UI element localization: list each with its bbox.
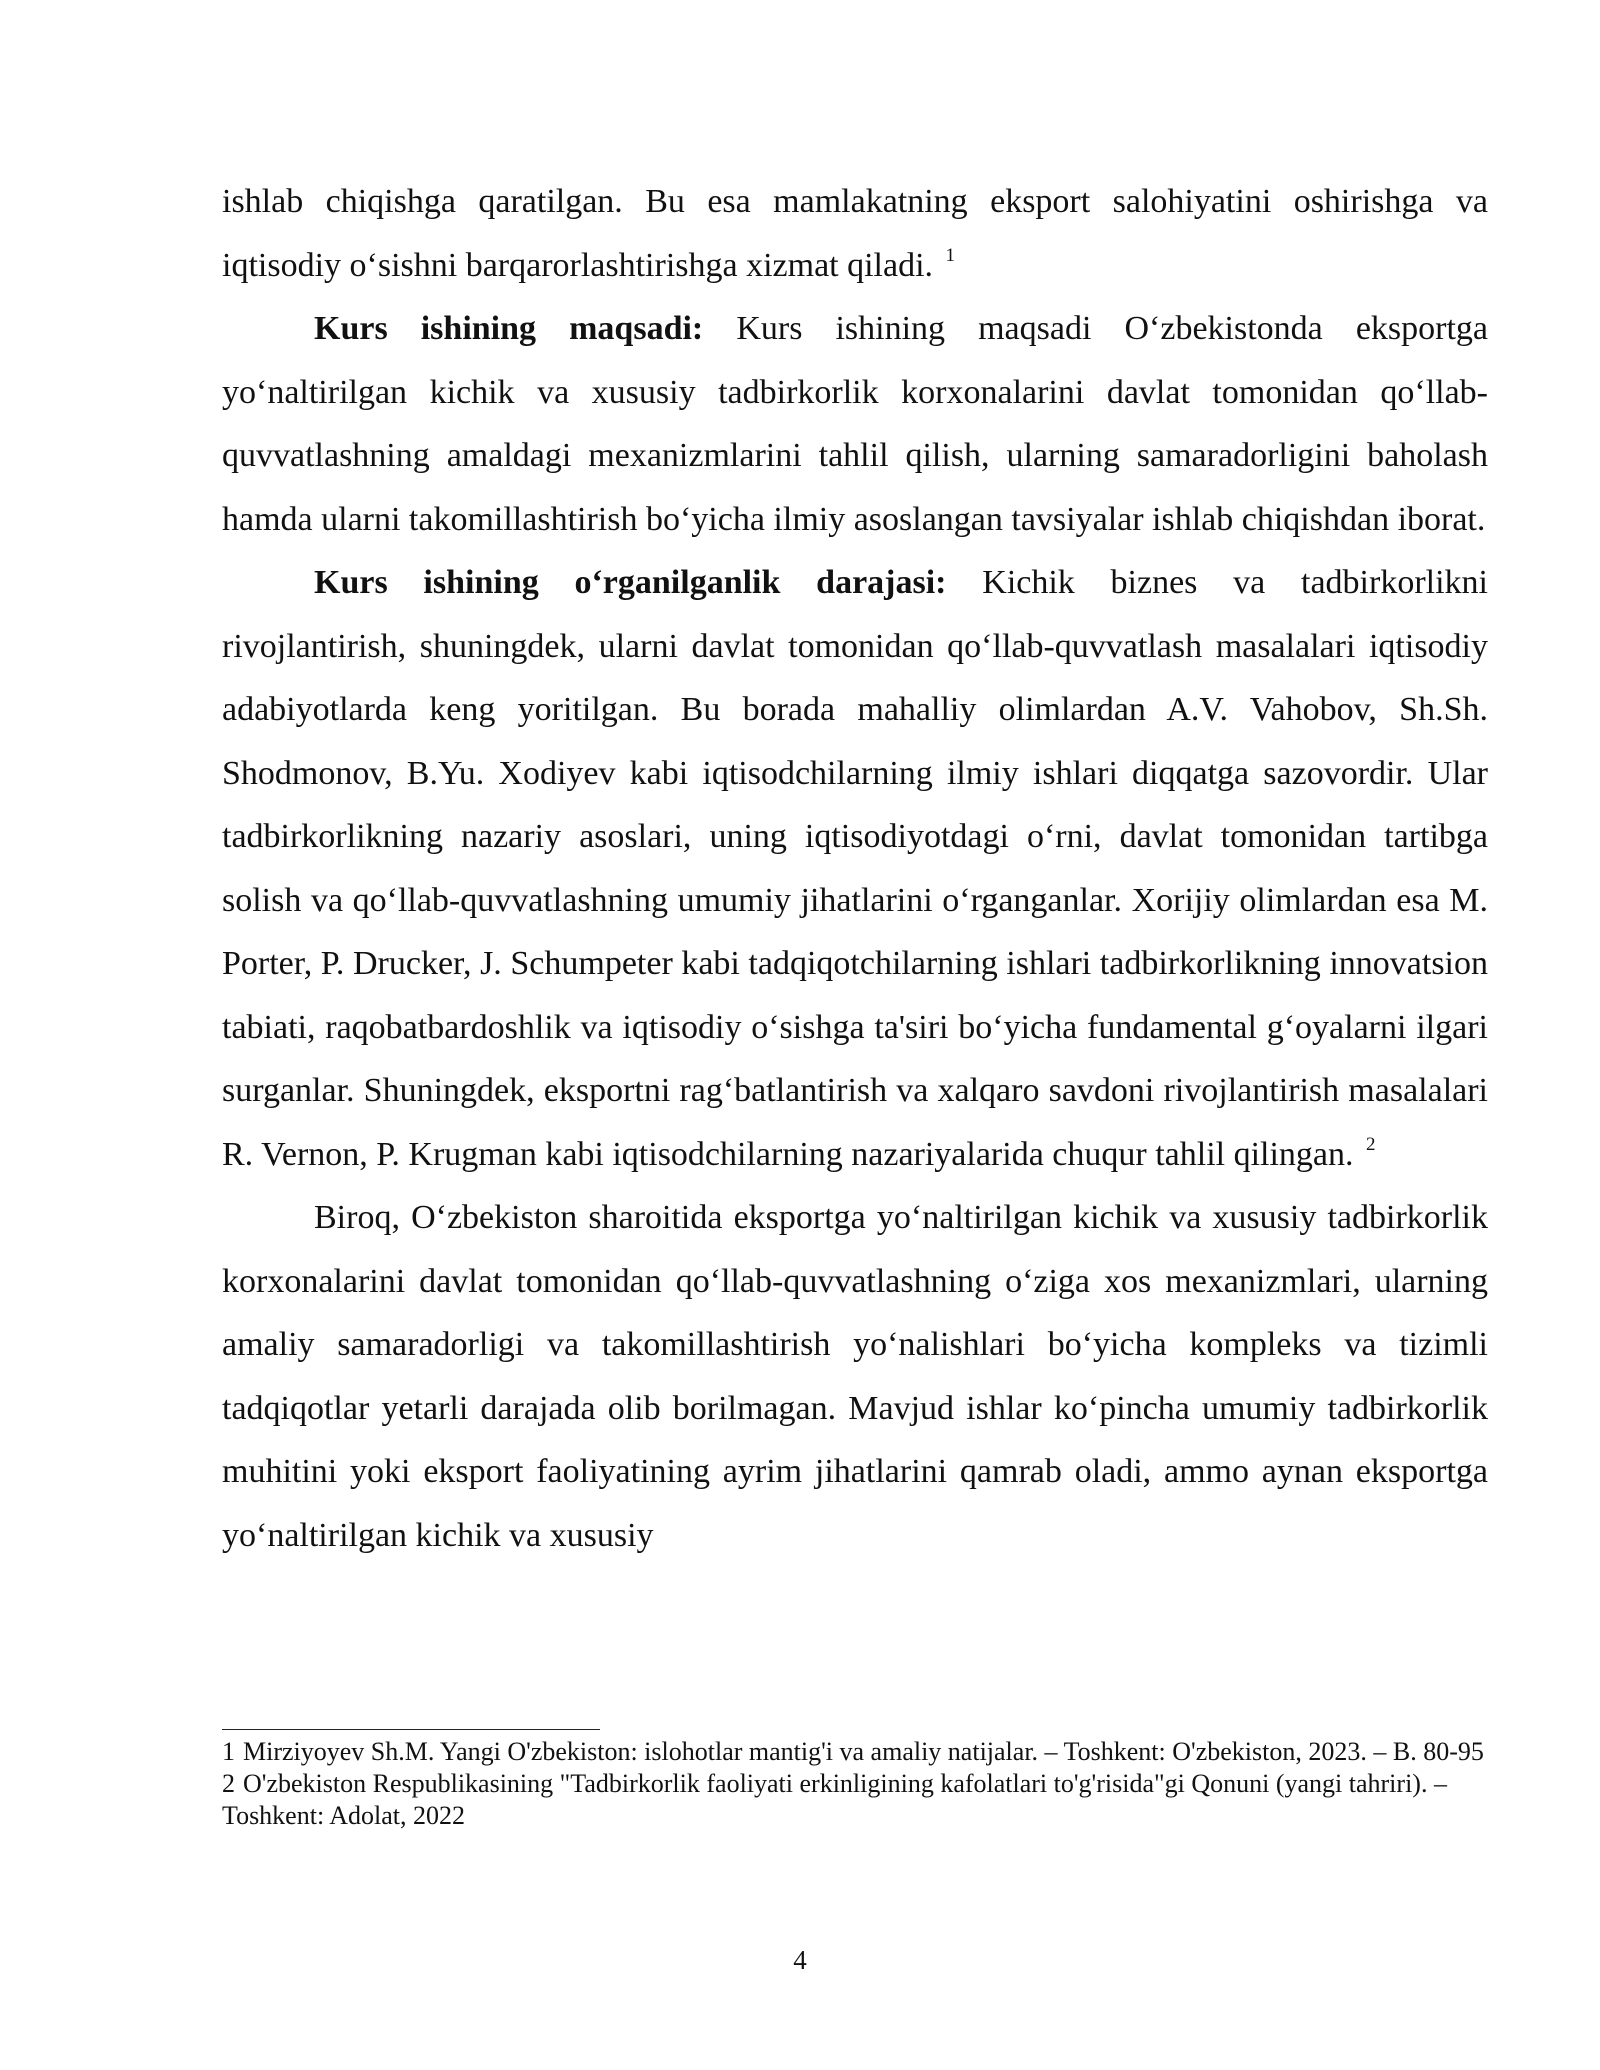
footnote-number: 2 [222, 1769, 235, 1798]
footnote-separator [222, 1729, 600, 1730]
footnote-2 [222, 1768, 1488, 1832]
section-heading-aim: Kurs ishining maqsadi: [314, 310, 704, 347]
page-body [222, 170, 1488, 1567]
paragraph-intro-continuation [222, 170, 1488, 297]
paragraph-research-gap [222, 1186, 1488, 1567]
page-number: 4 [793, 1945, 807, 1975]
paragraph-text: Biroq, O‘zbekiston sharoitida eksportga yo‘naltirilgan kichik va xususiy tadbirkorlik korxonalarini davlat tomonidan qo‘llab-quvvatlashning o‘ziga xos mexanizmlari, ularning amaliy samaradorligi va takomillashtirish yo‘nalishlari bo‘yicha kompleks va tizimli tadqiqotlar yetarli darajada olib borilmagan. Mavjud ishlar ko‘pincha umumiy tadbirkorlik muhitini yoki eksport faoliyatining ayrim jihatlarini qamrab oladi, ammo aynan eksportga yo‘naltirilgan kichik va xususiy [222, 1199, 1488, 1554]
footnote-reference-1[interactable]: 1 [945, 244, 956, 266]
section-heading-research-level: Kurs ishining o‘rganilganlik darajasi: [314, 564, 947, 601]
footnote-1 [222, 1736, 1488, 1768]
paragraph-text: Kichik biznes va tadbirkorlikni rivojlantirish, shuningdek, ularni davlat tomonidan qo‘llab-quvvatlash masalalari iqtisodiy adabiyotlarda keng yoritilgan. Bu borada mahalliy olimlardan A.V. Vahobov, Sh.Sh. Shodmonov, B.Yu. Xodiyev kabi iqtisodchilarning ilmiy ishlari diqqatga sazovordir. Ular tadbirkorlikning nazariy asoslari, uning iqtisodiyotdagi o‘rni, davlat tomonidan tartibga solish va qo‘llab-quvvatlashning umumiy jihatlarini o‘rganganlar. Xorijiy olimlardan esa M. Porter, P. Drucker, J. Schumpeter kabi tadqiqotchilarning ishlari tadbirkorlikning innovatsion tabiati, raqobatbardoshlik va iqtisodiy o‘sishga ta'siri bo‘yicha fundamental g‘oyalarni ilgari surganlar. Shuningdek, eksportni rag‘batlantirish va xalqaro savdoni rivojlantirish masalalari R. Vernon, P. Krugman kabi iqtisodchilarning nazariyalarida chuqur tahlil qilingan. [222, 564, 1488, 1173]
footnotes-section [222, 1729, 1488, 1832]
paragraph-text: ishlab chiqishga qaratilgan. Bu esa mamlakatning eksport salohiyatini oshirishga va iqtisodiy o‘sishni barqarorlashtirishga xizmat qiladi. [222, 183, 1488, 284]
footnote-number: 1 [222, 1737, 235, 1766]
footnote-text: Mirziyoyev Sh.M. Yangi O'zbekiston: islohotlar mantig'i va amaliy natijalar. – Toshkent: O'zbekiston, 2023. – B. 80-95 [243, 1737, 1484, 1766]
paragraph-research-level [222, 551, 1488, 1186]
paragraph-text: Kurs ishining maqsadi O‘zbekistonda eksportga yo‘naltirilgan kichik va xususiy tadbirkorlik korxonalarini davlat tomonidan qo‘llab-quvvatlashning amaldagi mexanizmlarini tahlil qilish, ularning samaradorligini baholash hamda ularni takomillashtirish bo‘yicha ilmiy asoslangan tavsiyalar ishlab chiqishdan iborat. [222, 310, 1488, 538]
paragraph-course-aim [222, 297, 1488, 551]
footnote-reference-2[interactable]: 2 [1366, 1133, 1376, 1155]
footnote-text: O'zbekiston Respublikasining "Tadbirkorlik faoliyati erkinligining kafolatlari to'g'risida"gi Qonuni (yangi tahriri). – Toshkent: Adolat, 2022 [222, 1769, 1447, 1830]
